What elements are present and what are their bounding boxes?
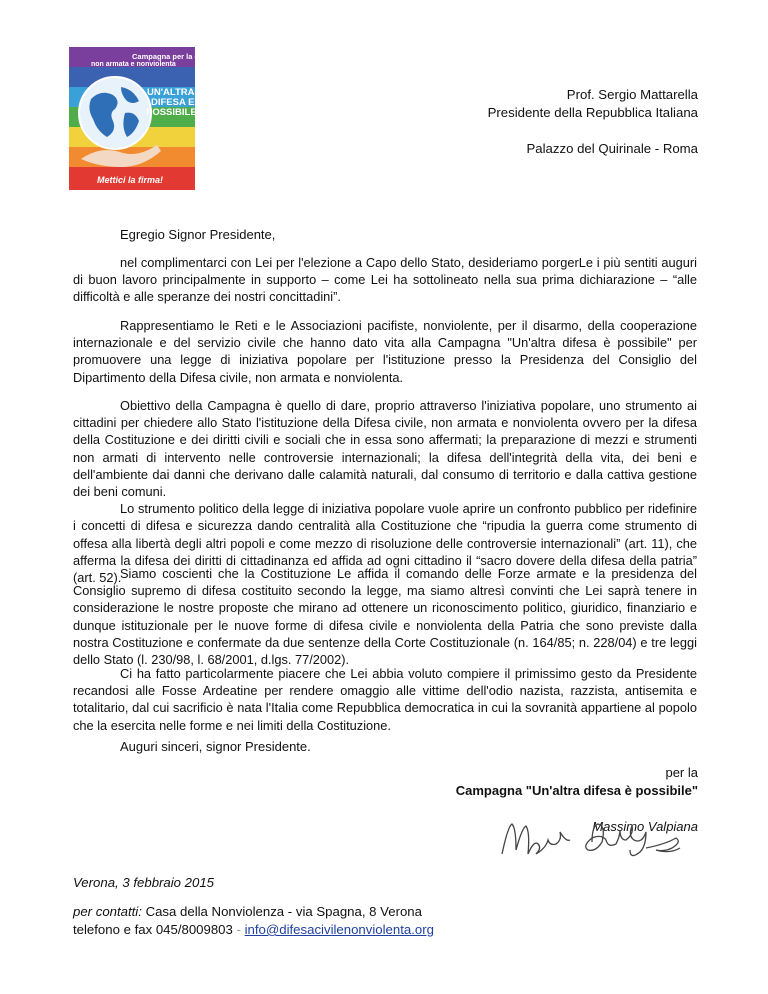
letter-date: Verona, 3 febbraio 2015 [73,875,215,890]
closing: Auguri sinceri, signor Presidente. [120,739,311,754]
logo-graphic [69,47,238,190]
campaign-logo [69,47,238,190]
paragraph-3: Obiettivo della Campagna è quello di dare, proprio attraverso l'iniziativa popolare, uno strumento ai cittadini per chiedere allo Stato l'istituzione della Difesa civile, non armata e nonviolenta ovvero per la difesa della Costituzione e dei diritti civili e sociali che in essa sono affermati; la preparazione di mezzi e strumenti non armati di intervento nelle controversie internazionali; la difesa dell'integrità della vita, dei beni e dell'ambiente dai danni che derivano dalle calamità naturali, dal consumo di territorio e dalla cattiva gestione dei beni comuni. [73,398,697,500]
logo-slogan-1: UN'ALTRA [147,87,195,98]
recipient-name: Prof. Sergio Mattarella [566,87,698,102]
contacts-email-link[interactable]: info@difesacivilenonviolenta.org [244,922,434,937]
signature-org: Campagna "Un'altra difesa è possibile" [455,783,698,798]
contacts-label: per contatti: [73,904,142,919]
logo-line1: Campagna per la difesa civile [132,52,238,61]
paragraph-6: Ci ha fatto particolarmente piacere che Lei abbia voluto compiere il primissimo gesto da Presidente recandosi alle Fosse Ardeatine per rendere omaggio alle vittime dell'odio nazista, razzista, antisemita e totalitario, dal cui sacrificio è nata l'Italia come Repubblica democratica in cui la sovranità appartiene al popolo che la esercita nelle forme e nei limiti della Costituzione. [73,666,697,733]
logo-cta: Mettici la firma! [97,175,164,185]
handwritten-signature [496,808,696,872]
contacts-block [73,903,434,939]
letter-body-4 [73,565,697,668]
logo-slogan-3: POSSIBILE [146,107,197,118]
greeting: Egregio Signor Presidente, [120,227,276,242]
letter-body [73,254,697,306]
contacts-address: Casa della Nonviolenza - via Spagna, 8 Verona [145,904,422,919]
letter-body-3 [73,397,697,586]
logo-slogan-2: DIFESA E' [151,97,197,108]
recipient-title: Presidente della Repubblica Italiana [487,105,698,120]
contacts-separator: - [236,922,241,937]
signature-for: per la [665,765,698,780]
contacts-phone: telefono e fax 045/8009803 [73,922,233,937]
letter-body-5 [73,665,697,734]
paragraph-2: Rappresentiamo le Reti e le Associazioni pacifiste, nonviolente, per il disarmo, della cooperazione internazionale e del servizio civile che hanno dato vita alla Campagna "Un'altra difesa è possibile" per promuovere una legge di iniziativa popolare per l'istituzione presso la Presidenza del Consiglio del Dipartimento della Difesa civile, non armata e nonviolenta. [73,318,697,385]
paragraph-4: Lo strumento politico della legge di iniziativa popolare vuole aprire un confronto pubblico per ridefinire i concetti di difesa e sicurezza dando centralità alla Costituzione che “ripudia la guerra come strumento di offesa alla libertà degli altri popoli e come mezzo di risoluzione delle controversie internazionali” (art. 11), che afferma la difesa dei diritti di cittadinanza ed affida ad ogni cittadino il “sacro dovere della difesa della patria” (art. 52). [73,501,697,586]
logo-line2: non armata e nonviolenta [91,61,176,68]
letter-body-2 [73,317,697,386]
paragraph-5: Siamo coscienti che la Costituzione Le affida il comando delle Forze armate e la presidenza del Consiglio supremo di difesa costituito secondo la legge, ma siamo altresì convinti che Lei saprà tenere in considerazione le nostre proposte che mirano ad ottenere un riconoscimento politico, giuridico, finanziario e dunque istituzionale per le nuove forme di difesa civile e nonviolenta della Patria che sono previste dalla nostra Costituzione e confermate da due sentenze della Corte Costituzionale (n. 164/85; n. 228/04) e tre leggi dello Stato (l. 230/98, l. 68/2001, d.lgs. 77/2002). [73,566,697,668]
signature-name: Massimo Valpiana [592,819,698,834]
paragraph-1: nel complimentarci con Lei per l'elezione a Capo dello Stato, desideriamo porgerLe i più sentiti auguri di buon lavoro principalmente in supporto – come Lei ha sottolineato nella sua prima dichiarazione – “alle difficoltà e alle speranze dei nostri concittadini”. [73,255,697,305]
recipient-block [488,86,698,158]
recipient-place: Palazzo del Quirinale - Roma [526,141,698,156]
